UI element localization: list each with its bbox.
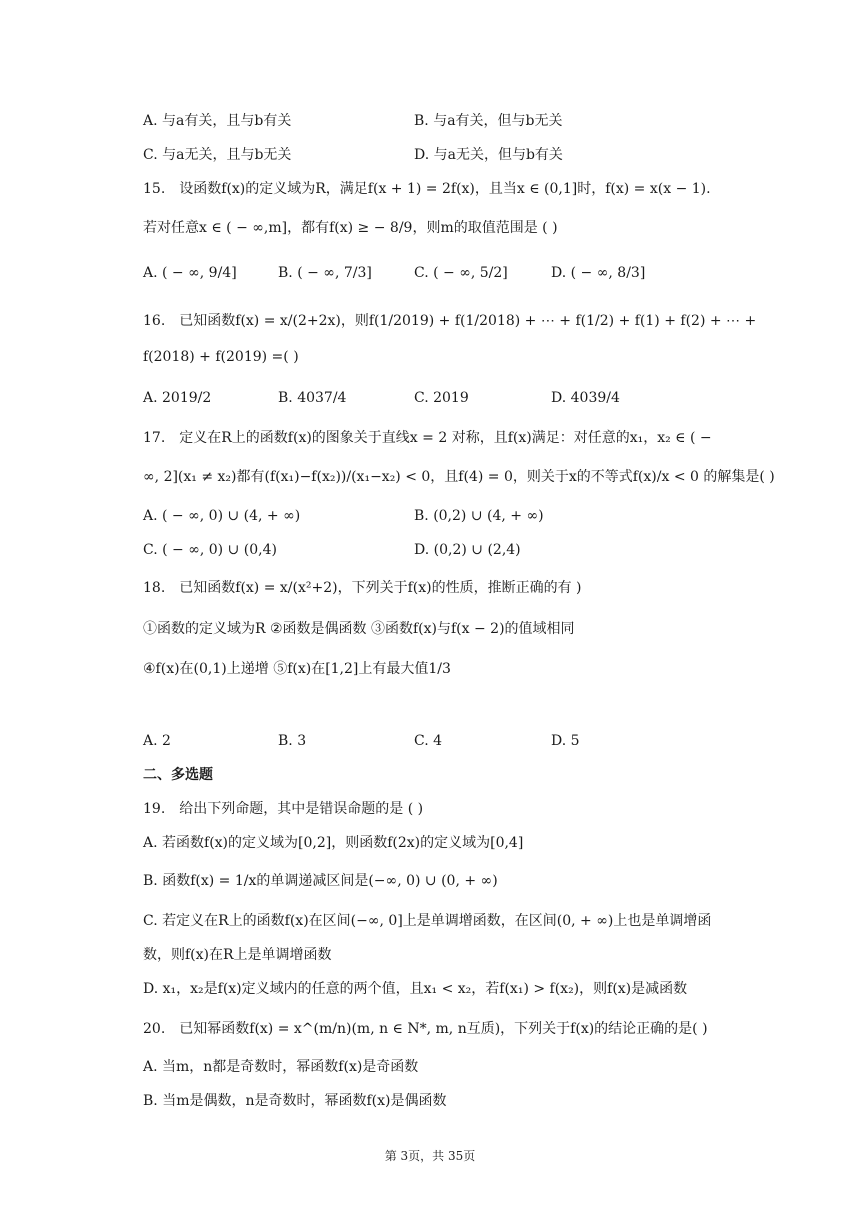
q15-text: 设函数f(x)的定义域为R，满足f(x + 1) = 2f(x)，且当x ∈ (0,1]时，f(x) = x(x − 1). — [179, 181, 711, 197]
q18-stem-line1 — [143, 577, 582, 599]
q17-option-d: D. (0,2) ∪ (2,4) — [414, 542, 521, 558]
q15-option-a: A. ( − ∞, 9/4] — [143, 265, 237, 281]
q14-option-c: C. 与a无关，且与b无关 — [143, 147, 292, 163]
q18-option-c: C. 4 — [414, 733, 443, 749]
question-number: 20. — [143, 1021, 166, 1037]
q15-option-c: C. ( − ∞, 5/2] — [414, 265, 508, 281]
q17-option-b: B. (0,2) ∪ (4, + ∞) — [414, 508, 544, 524]
q14-option-a: A. 与a有关，且与b有关 — [143, 113, 292, 129]
q19-stem — [143, 798, 423, 820]
q15-stem-line2: 若对任意x ∈ ( − ∞,m]，都有f(x) ≥ − 8/9，则m的取值范围是 ( ) — [143, 220, 558, 236]
q20-option-b: B. 当m是偶数，n是奇数时，幂函数f(x)是偶函数 — [143, 1093, 447, 1109]
q15-option-b: B. ( − ∞, 7/3] — [278, 265, 372, 281]
page-footer: 第 3页，共 35页 — [384, 1149, 476, 1163]
q20-text: 已知幂函数f(x) = x^(m/n)(m, n ∈ N*, m, n互质)，下列关于f(x)的结论正确的是( ) — [179, 1021, 708, 1037]
q20-stem — [143, 1018, 708, 1040]
q16-stem-line1 — [143, 310, 756, 332]
q17-option-c: C. ( − ∞, 0) ∪ (0,4) — [143, 542, 277, 558]
q20-option-a: A. 当m，n都是奇数时，幂函数f(x)是奇函数 — [143, 1059, 419, 1075]
q18-option-b: B. 3 — [278, 733, 307, 749]
q16-option-a: A. 2019/2 — [143, 390, 212, 406]
question-number: 18. — [143, 580, 166, 596]
section-heading: 二、多选题 — [143, 767, 213, 783]
q18-text: 已知函数f(x) = x/(x²+2)，下列关于f(x)的性质，推断正确的有 ) — [179, 580, 582, 596]
q15-stem-line1 — [143, 178, 711, 200]
q19-option-c-line2: 数，则f(x)在R上是单调增函数 — [143, 947, 332, 963]
q18-stem-line2: ①函数的定义域为R ②函数是偶函数 ③函数f(x)与f(x − 2)的值域相同 — [143, 621, 575, 637]
q18-option-a: A. 2 — [143, 733, 171, 749]
q14-option-b: B. 与a有关，但与b无关 — [414, 113, 563, 129]
q18-stem-line3: ④f(x)在(0,1)上递增 ⑤f(x)在[1,2]上有最大值1/3 — [143, 661, 451, 677]
q19-option-a: A. 若函数f(x)的定义域为[0,2]，则函数f(2x)的定义域为[0,4] — [143, 835, 524, 851]
q19-option-d: D. x₁，x₂是f(x)定义域内的任意的两个值，且x₁ < x₂，若f(x₁) > f(x₂)，则f(x)是减函数 — [143, 981, 688, 997]
q17-stem-line2: ∞, 2](x₁ ≠ x₂)都有(f(x₁)−f(x₂))/(x₁−x₂) < 0，且f(4) = 0，则关于x的不等式f(x)/x < 0 的解集是( ) — [143, 469, 775, 485]
q17-option-a: A. ( − ∞, 0) ∪ (4, + ∞) — [143, 508, 301, 524]
question-number: 16. — [143, 313, 166, 329]
question-number: 17. — [143, 430, 166, 446]
q17-stem-line1 — [143, 427, 712, 449]
question-number: 19. — [143, 801, 166, 817]
question-number: 15. — [143, 181, 166, 197]
q16-text: 已知函数f(x) = x/(2+2x)，则f(1/2019) + f(1/2018) + ⋯ + f(1/2) + f(1) + f(2) + ⋯ + — [179, 313, 757, 329]
q19-option-b: B. 函数f(x) = 1/x的单调递减区间是(−∞, 0) ∪ (0, + ∞) — [143, 873, 498, 889]
q16-option-c: C. 2019 — [414, 390, 469, 406]
q16-stem-line2: f(2018) + f(2019) =( ) — [143, 349, 299, 365]
q16-option-d: D. 4039/4 — [551, 390, 620, 406]
q16-option-b: B. 4037/4 — [278, 390, 347, 406]
q18-option-d: D. 5 — [551, 733, 580, 749]
q14-option-d: D. 与a无关，但与b有关 — [414, 147, 563, 163]
q17-text: 定义在R上的函数f(x)的图象关于直线x = 2 对称，且f(x)满足：对任意的x₁，x₂ ∈ ( − — [179, 430, 712, 446]
q15-option-d: D. ( − ∞, 8/3] — [551, 265, 646, 281]
q19-option-c-line1: C. 若定义在R上的函数f(x)在区间(−∞, 0]上是单调增函数，在区间(0, + ∞)上也是单调增函 — [143, 913, 712, 929]
q19-text: 给出下列命题，其中是错误命题的是 ( ) — [179, 801, 424, 817]
